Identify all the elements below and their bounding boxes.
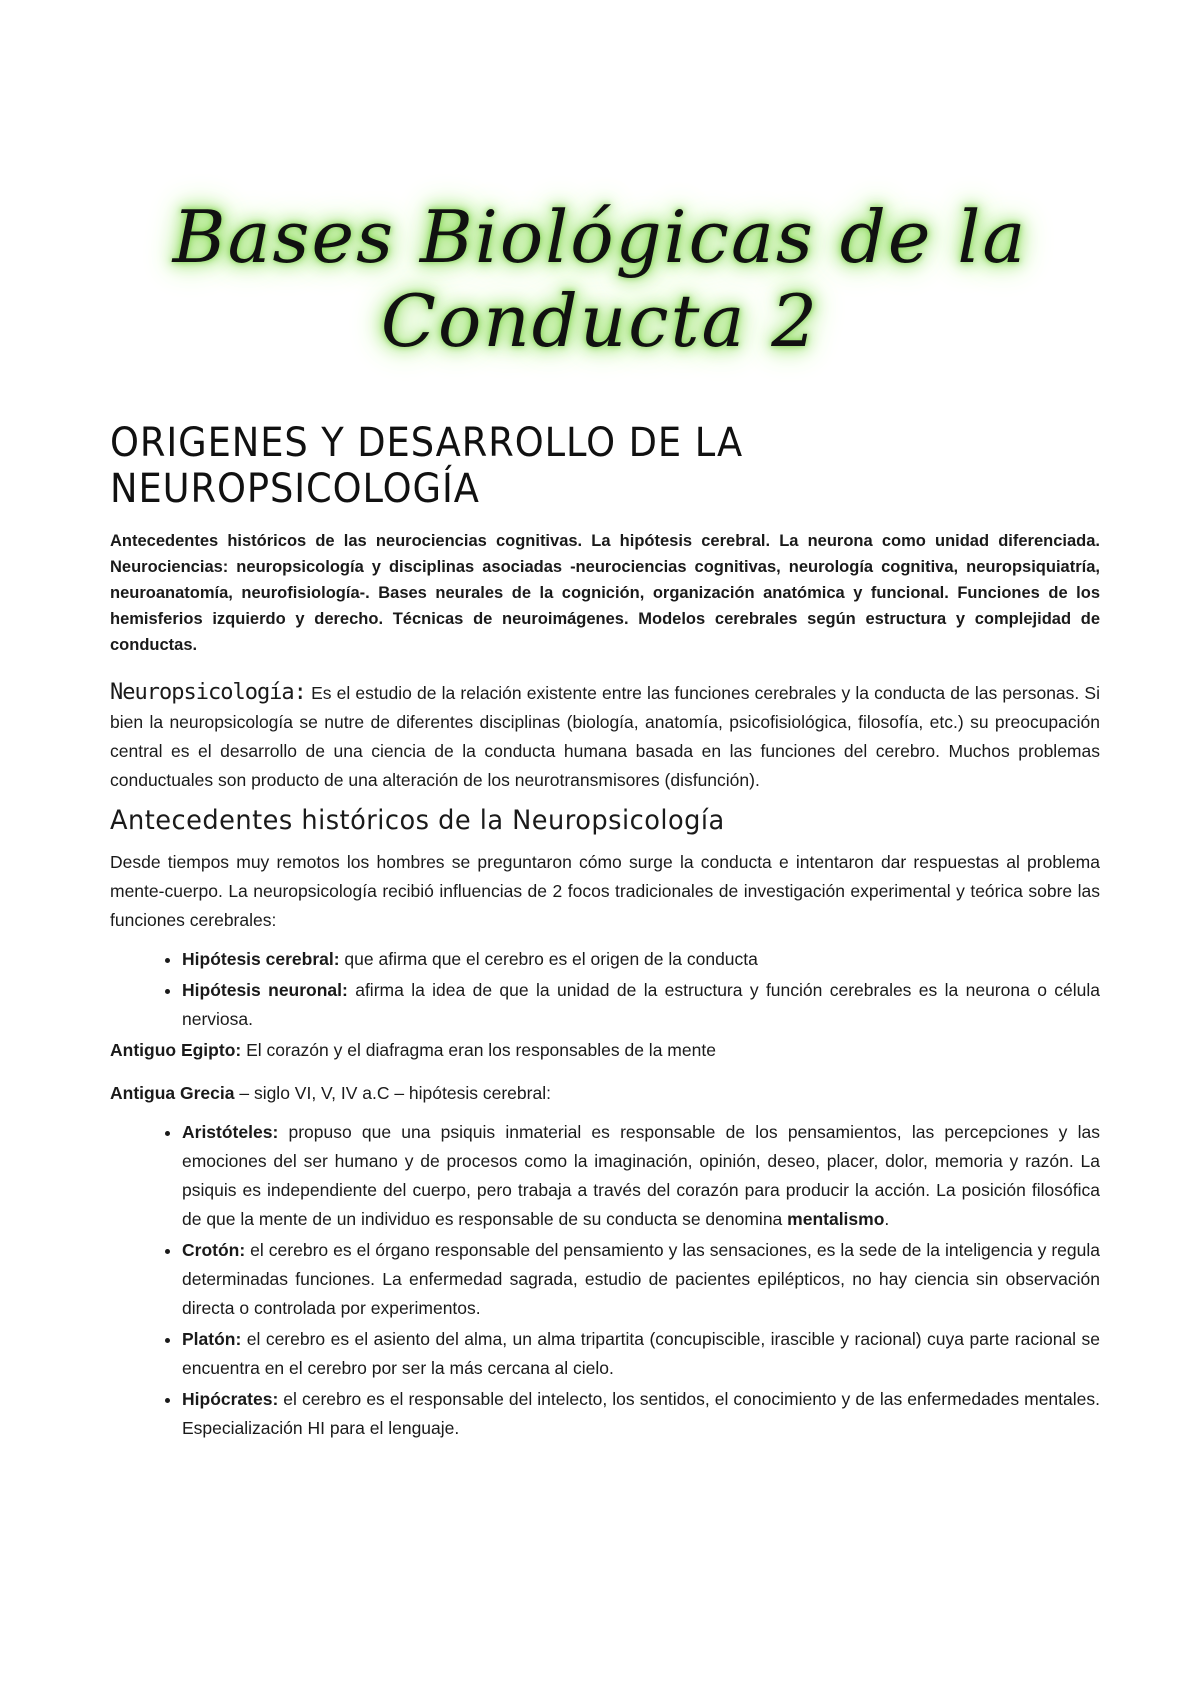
item-text: el cerebro es el responsable del intelecto, los sentidos, el conocimiento y de las enfermedades mentales. Especialización HI para el lenguaje.: [182, 1389, 1100, 1438]
list-item: [182, 976, 1100, 1034]
history-paragraph: Desde tiempos muy remotos los hombres se preguntaron cómo surge la conducta e intentaron dar respuestas al problema mente-cuerpo. La neuropsicología recibió influencias de 2 focos tradicionales de investigación experimental y teórica sobre las funciones cerebrales:: [110, 852, 1100, 930]
item-text: afirma la idea de que la unidad de la estructura y función cerebrales es la neurona o célula nerviosa.: [182, 980, 1101, 1029]
list-item: [182, 1385, 1100, 1443]
section-title: ORIGENES Y DESARROLLO DE LA NEUROPSICOLOGÍA: [110, 420, 744, 512]
intro-paragraph: Antecedentes históricos de las neurociencias cognitivas. La hipótesis cerebral. La neurona como unidad diferenciada. Neurociencias: neuropsicología y disciplinas asociadas -neurociencias cognitivas, neurología cognitiva, neuropsiquiatría, neuroanatomía, neurofisiología-. Bases neurales de la cognición, organización anatómica y funcional. Funciones de los hemisferios izquierdo y derecho. Técnicas de neuroimágenes. Modelos cerebrales según estructura y complejidad de conductas.: [110, 532, 1100, 654]
document-body: [110, 528, 1100, 1445]
list-item: [182, 945, 1100, 974]
item-text: que afirma que el cerebro es el origen de la conducta: [339, 949, 758, 969]
definition-term: Neuropsicología:: [110, 680, 306, 705]
egypt-label: Antiguo Egipto:: [110, 1040, 242, 1060]
item-label: Hipótesis neuronal:: [182, 980, 348, 1000]
item-text: el cerebro es el órgano responsable del pensamiento y las sensaciones, es la sede de la inteligencia y regula determinadas funciones. La enfermedad sagrada, estudio de pacientes epilépticos, no hay ciencia sin observación directa o controlada por experimentos.: [182, 1240, 1100, 1318]
greece-text: – siglo VI, V, IV a.C – hipótesis cerebral:: [234, 1083, 551, 1103]
item-text: el cerebro es el asiento del alma, un alma tripartita (concupiscible, irascible y racional) cuya parte racional se encuentra en el cerebro por ser la más cercana al cielo.: [182, 1329, 1100, 1378]
philosophers-list: [110, 1118, 1100, 1443]
item-label: Aristóteles:: [182, 1122, 279, 1142]
list-item: [182, 1118, 1100, 1234]
item-bold-term: mentalismo: [787, 1209, 885, 1229]
history-heading: Antecedentes históricos de la Neuropsicología: [110, 805, 725, 836]
list-item: [182, 1236, 1100, 1323]
list-item: [182, 1325, 1100, 1383]
definition-paragraph: [110, 678, 1100, 795]
greece-line: [110, 1079, 1100, 1108]
item-label: Crotón:: [182, 1240, 246, 1260]
definition-text: Es el estudio de la relación existente entre las funciones cerebrales y la conducta de las personas. Si bien la neuropsicología se nutre de diferentes disciplinas (biología, anatomía, psicofisiológica, filosofía, etc.) su preocupación central es el desarrollo de una ciencia de la conducta humana basada en las funciones del cerebro. Muchos problemas conductuales son producto de una alteración de los neurotransmisores (disfunción).: [110, 683, 1100, 790]
item-label: Hipótesis cerebral:: [182, 949, 340, 969]
hypotheses-list: [110, 945, 1100, 1034]
egypt-line: [110, 1036, 1100, 1065]
item-text: propuso que una psiquis inmaterial es responsable de los pensamientos, las percepciones y las emociones del ser humano y de procesos como la imaginación, opinión, deseo, placer, dolor, memoria y razón. La psiquis es independiente del cuerpo, pero trabaja a través del corazón para producir la acción. La posición filosófica de que la mente de un individuo es responsable de su conducta se denomina: [182, 1122, 1100, 1229]
item-end: .: [884, 1209, 890, 1229]
greece-label: Antigua Grecia: [110, 1083, 235, 1103]
item-label: Hipócrates:: [182, 1389, 279, 1409]
item-label: Platón:: [182, 1329, 242, 1349]
egypt-text: El corazón y el diafragma eran los responsables de la mente: [241, 1040, 716, 1060]
document-title: Bases Biológicas de la Conducta 2: [172, 195, 1028, 363]
